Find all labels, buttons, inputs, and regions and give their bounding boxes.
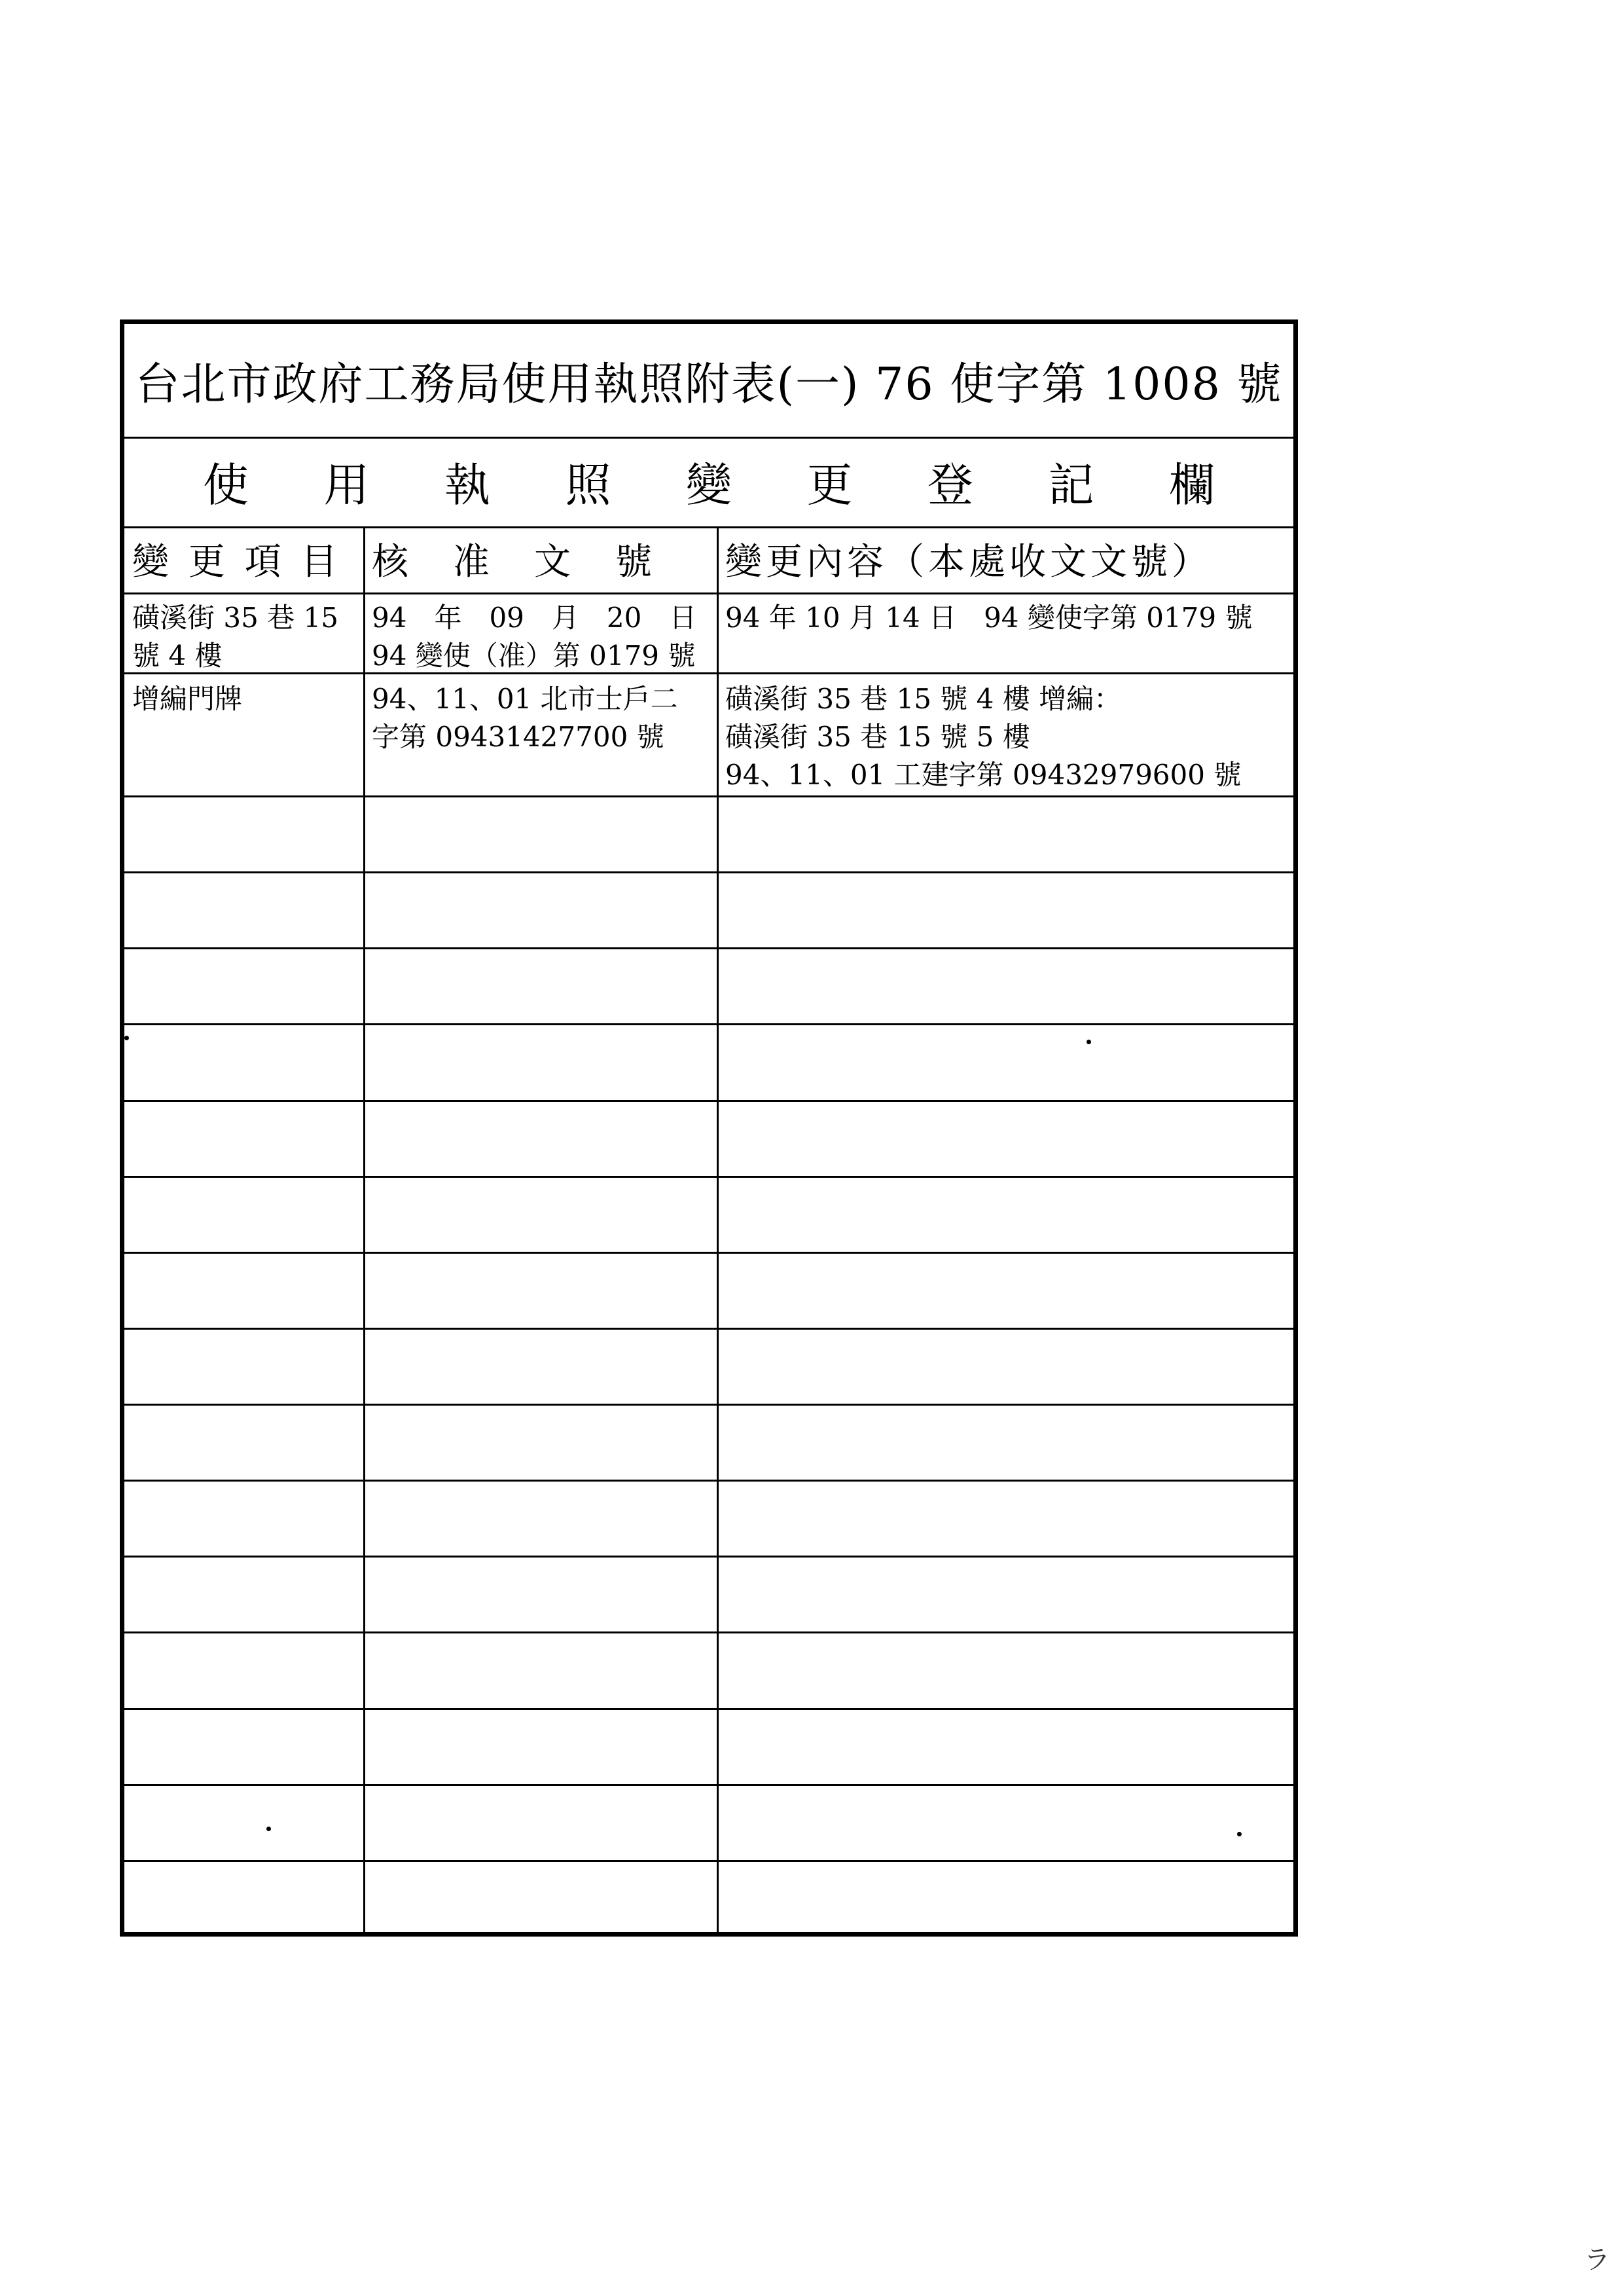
form-title: 台北市政府工務局使用執照附表(一) 76 使字第 1008 號 (124, 324, 1293, 439)
heading-char: 登 (927, 458, 973, 512)
scan-speck (1087, 1040, 1091, 1044)
row-divider (124, 1100, 1293, 1102)
cell-line: 增編門牌 (132, 683, 243, 715)
cell-line: 94 年 09 月 20 日 (372, 602, 697, 634)
table-cell-item (132, 599, 338, 675)
row-divider (124, 1023, 1293, 1025)
heading-char: 變 (686, 458, 732, 512)
table-cell-approval (372, 599, 696, 675)
table-cell-content (725, 680, 1241, 794)
cell-line: 磺溪街 35 巷 15 (132, 602, 338, 634)
row-divider (124, 947, 1293, 949)
column-header-item: 變 更 項 目 (132, 541, 342, 583)
row-divider (124, 1480, 1293, 1482)
row-divider (124, 672, 1293, 674)
change-registration-form (120, 319, 1298, 1937)
row-divider (124, 1176, 1293, 1178)
row-divider (124, 592, 1293, 594)
heading-char: 更 (806, 458, 853, 512)
row-divider (124, 1404, 1293, 1406)
heading-char: 執 (444, 458, 490, 512)
column-divider (363, 528, 365, 1932)
cell-line: 94 年 10 月 14 日 94 變使字第 0179 號 (725, 602, 1253, 634)
registration-table (124, 528, 1293, 1932)
cell-line: 磺溪街 35 巷 15 號 5 樓 (725, 721, 1030, 753)
scan-speck (124, 1036, 129, 1040)
row-divider (124, 871, 1293, 873)
table-cell-item (132, 680, 242, 718)
row-divider (124, 1556, 1293, 1558)
scan-speck (266, 1827, 271, 1831)
heading-char: 記 (1048, 458, 1094, 512)
table-cell-content (725, 599, 1252, 637)
column-header-approval: 核 准 文 號 (372, 541, 656, 583)
cell-line: 磺溪街 35 巷 15 號 4 樓 增編： (725, 683, 1122, 715)
column-header-content: 變更內容（本處收文文號） (725, 541, 1212, 583)
row-divider (124, 1784, 1293, 1786)
scan-speck (1237, 1832, 1242, 1836)
row-divider (124, 1631, 1293, 1633)
section-heading (124, 437, 1293, 528)
page-edge-mark: ラ (1584, 2245, 1610, 2275)
row-divider (124, 1860, 1293, 1862)
cell-line: 94、11、01 工建字第 09432979600 號 (725, 759, 1242, 791)
column-divider (717, 528, 719, 1932)
cell-line: 號 4 樓 (132, 640, 223, 672)
row-divider (124, 1328, 1293, 1330)
heading-char: 使 (203, 458, 249, 512)
heading-char: 欄 (1169, 458, 1215, 512)
row-divider (124, 1708, 1293, 1710)
table-cell-approval (372, 680, 678, 756)
cell-line: 94、11、01 北市士戶二 (372, 683, 678, 715)
row-divider (124, 1252, 1293, 1254)
cell-line: 94 變使（准）第 0179 號 (372, 640, 696, 672)
row-divider (124, 795, 1293, 797)
heading-char: 用 (323, 458, 370, 512)
cell-line: 字第 09431427700 號 (372, 721, 664, 753)
heading-char: 照 (565, 458, 611, 512)
